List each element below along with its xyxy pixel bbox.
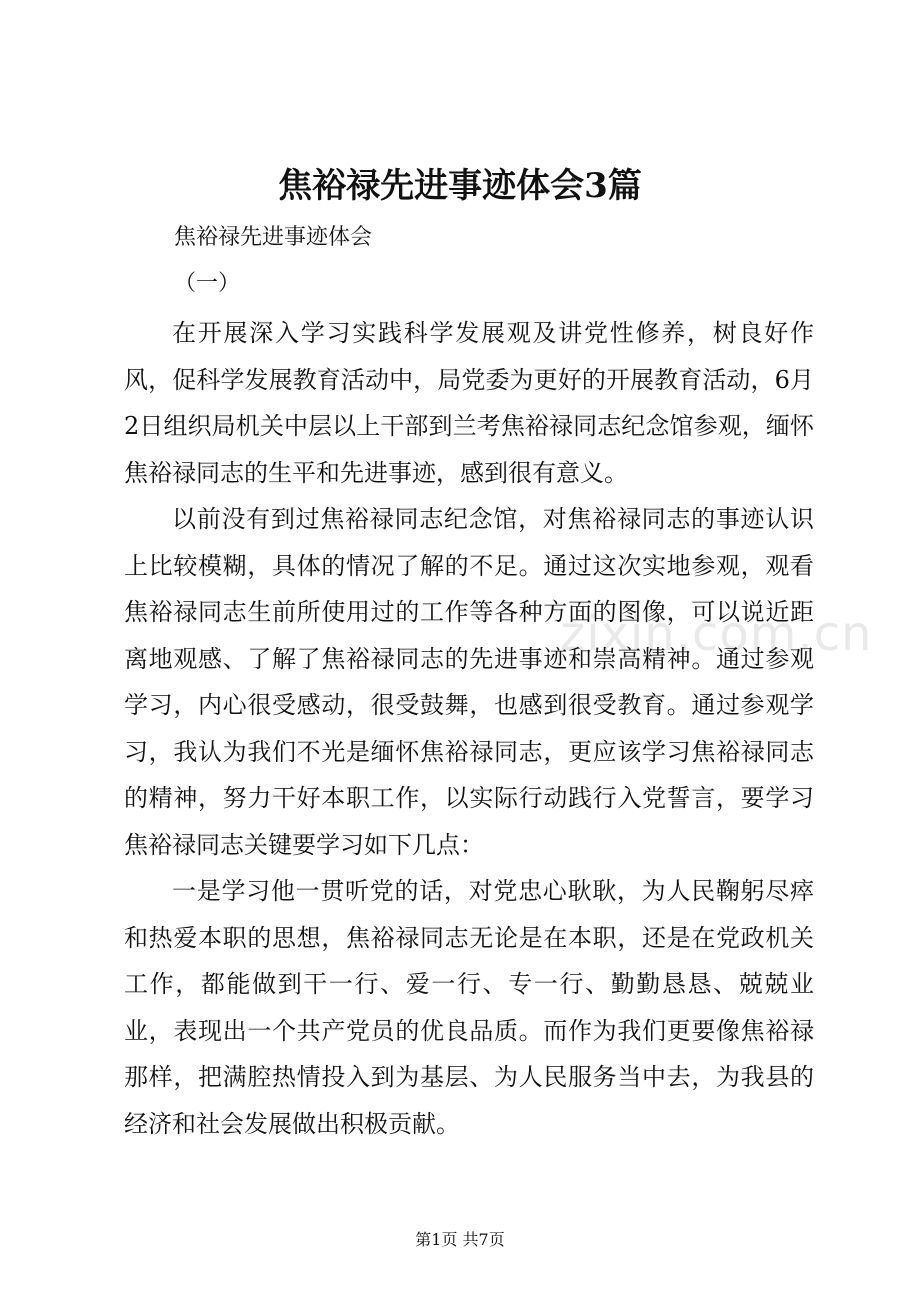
paragraph-2: 以前没有到过焦裕禄同志纪念馆，对焦裕禄同志的事迹认识上比较模糊，具体的情况了解的不足。通过这次实地参观，观看焦裕禄同志生前所使用过的工作等各种方面的图像，可以说近距离地观感、了解了焦裕禄同志的先进事迹和崇高精神。通过参观学习，内心很受感动，很受鼓舞，也感到很受教育。通过参观学习，我认为我们不光是缅怀焦裕禄同志，更应该学习焦裕禄同志的精神，努力干好本职工作，以实际行动践行入党誓言，要学习焦裕禄同志关键要学习如下几点： — [124, 505, 814, 859]
paragraph-1: 在开展深入学习实践科学发展观及讲党性修养，树良好作风，促科学发展教育活动中，局党委为更好的开展教育活动，6月2日组织局机关中层以上干部到兰考焦裕禄同志纪念馆参观，缅怀焦裕禄同志的生平和先进事迹，感到很有意义。 — [124, 319, 814, 487]
section-number: （一） — [174, 271, 241, 296]
document-title: 焦裕禄先进事迹体会3篇 — [278, 166, 642, 206]
document-subtitle: 焦裕禄先进事迹体会 — [174, 225, 373, 250]
document-body — [124, 310, 814, 1147]
page-footer: 第1页 共7页 — [415, 1230, 505, 1249]
paragraph-3: 一是学习他一贯听党的话，对党忠心耿耿，为人民鞠躬尽瘁和热爱本职的思想，焦裕禄同志无论是在本职，还是在党政机关工作，都能做到干一行、爱一行、专一行、勤勤恳恳、兢兢业业，表现出一个共产党员的优良品质。而作为我们更要像焦裕禄那样，把满腔热情投入到为基层、为人民服务当中去，为我县的经济和社会发展做出积极贡献。 — [124, 877, 814, 1138]
watermark: zixin.com.cn — [560, 606, 873, 662]
